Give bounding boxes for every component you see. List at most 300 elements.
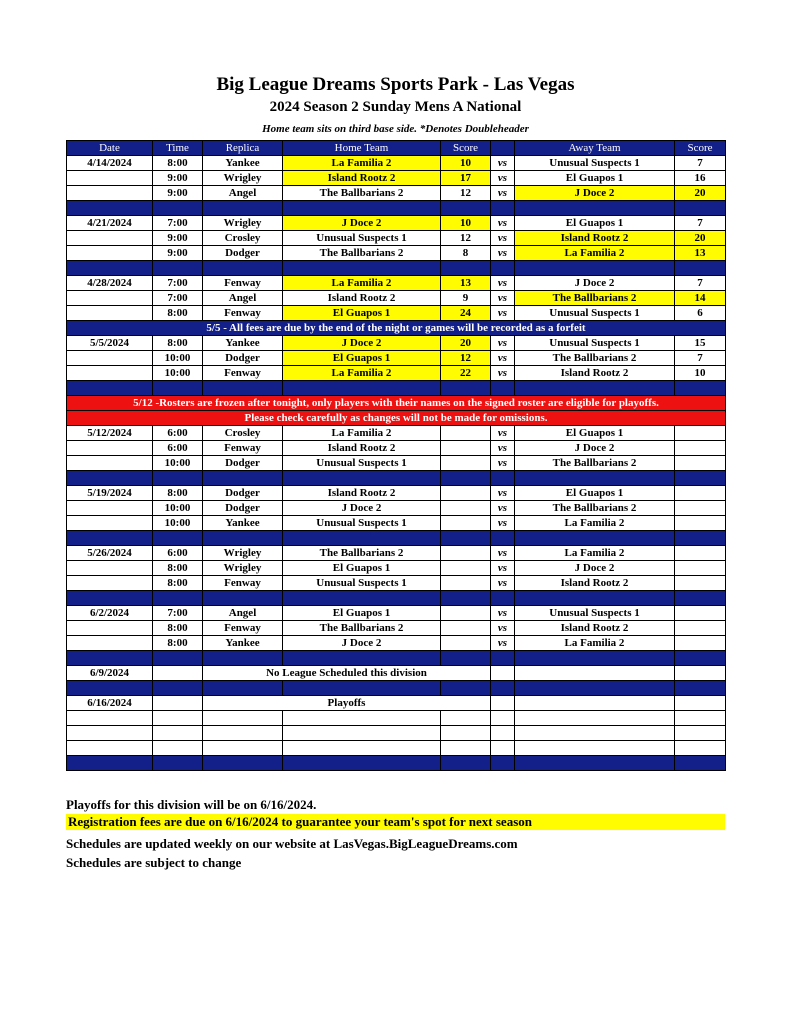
column-header: Time (153, 141, 203, 156)
header-row (67, 141, 726, 156)
separator-cell (203, 756, 283, 771)
column-header: Score (675, 141, 726, 156)
empty-cell (203, 741, 283, 756)
separator-cell (67, 381, 153, 396)
separator-cell (515, 681, 675, 696)
home-team: Unusual Suspects 1 (283, 576, 441, 591)
empty-cell (491, 741, 515, 756)
vs-label: vs (491, 306, 515, 321)
roster-alert: 5/12 -Rosters are frozen after tonight, only players with their names on the signed roster are eligible for playoffs. (67, 396, 726, 411)
roster-alert-row (67, 396, 726, 411)
away-team: Unusual Suspects 1 (515, 606, 675, 621)
home-team: J Doce 2 (283, 501, 441, 516)
game-date (67, 246, 153, 261)
field-replica: Fenway (203, 621, 283, 636)
game-time: 6:00 (153, 426, 203, 441)
table-row (67, 576, 726, 591)
week-separator (67, 531, 726, 546)
game-time: 7:00 (153, 606, 203, 621)
week-separator (67, 471, 726, 486)
separator-cell (153, 471, 203, 486)
away-team: La Familia 2 (515, 546, 675, 561)
table-row (67, 291, 726, 306)
game-date: 5/19/2024 (67, 486, 153, 501)
separator-cell (203, 681, 283, 696)
game-time: 10:00 (153, 501, 203, 516)
field-replica: Yankee (203, 336, 283, 351)
home-score: 24 (441, 306, 491, 321)
home-team: Island Rootz 2 (283, 441, 441, 456)
home-team: Island Rootz 2 (283, 486, 441, 501)
away-team: El Guapos 1 (515, 216, 675, 231)
away-score (675, 606, 726, 621)
week-separator (67, 651, 726, 666)
separator-cell (283, 681, 441, 696)
field-replica: Fenway (203, 366, 283, 381)
separator-cell (675, 201, 726, 216)
table-row (67, 546, 726, 561)
separator-cell (153, 756, 203, 771)
away-team: Unusual Suspects 1 (515, 336, 675, 351)
home-team: The Ballbarians 2 (283, 546, 441, 561)
vs-label: vs (491, 441, 515, 456)
field-replica: Yankee (203, 636, 283, 651)
game-time: 10:00 (153, 351, 203, 366)
away-team: La Familia 2 (515, 636, 675, 651)
away-team: Island Rootz 2 (515, 366, 675, 381)
away-team: Island Rootz 2 (515, 621, 675, 636)
column-header: Away Team (515, 141, 675, 156)
game-date: 5/12/2024 (67, 426, 153, 441)
week-separator (67, 591, 726, 606)
home-score: 8 (441, 246, 491, 261)
away-team: Unusual Suspects 1 (515, 156, 675, 171)
empty-cell (67, 726, 153, 741)
empty-cell (515, 711, 675, 726)
away-score (675, 636, 726, 651)
home-score (441, 426, 491, 441)
empty-cell (441, 726, 491, 741)
separator-cell (441, 531, 491, 546)
home-score (441, 636, 491, 651)
home-score (441, 516, 491, 531)
table-row (67, 156, 726, 171)
table-row (67, 366, 726, 381)
week-separator (67, 201, 726, 216)
empty-cell (283, 711, 441, 726)
separator-cell (441, 381, 491, 396)
empty-cell (67, 711, 153, 726)
game-time: 9:00 (153, 171, 203, 186)
vs-label: vs (491, 516, 515, 531)
game-time: 10:00 (153, 366, 203, 381)
schedule-table (66, 140, 726, 771)
empty-cell (203, 726, 283, 741)
game-date (67, 351, 153, 366)
game-date (67, 636, 153, 651)
column-header: Replica (203, 141, 283, 156)
score-cell (675, 666, 726, 681)
fee-notice: 5/5 - All fees are due by the end of the night or games will be recorded as a forfeit (67, 321, 726, 336)
game-time: 8:00 (153, 561, 203, 576)
game-date: 4/28/2024 (67, 276, 153, 291)
separator-cell (153, 201, 203, 216)
home-team: La Familia 2 (283, 276, 441, 291)
empty-row (67, 726, 726, 741)
schedule-status: Playoffs (203, 696, 491, 711)
column-header: Score (441, 141, 491, 156)
table-row (67, 561, 726, 576)
away-team: The Ballbarians 2 (515, 351, 675, 366)
table-row (67, 231, 726, 246)
separator-cell (675, 261, 726, 276)
separator-cell (283, 381, 441, 396)
away-team: El Guapos 1 (515, 171, 675, 186)
separator-cell (515, 201, 675, 216)
home-team: Unusual Suspects 1 (283, 456, 441, 471)
separator-cell (491, 201, 515, 216)
game-date: 6/2/2024 (67, 606, 153, 621)
vs-cell (491, 666, 515, 681)
separator-cell (441, 591, 491, 606)
empty-cell (153, 711, 203, 726)
field-replica: Crosley (203, 426, 283, 441)
away-team: Island Rootz 2 (515, 576, 675, 591)
game-date (67, 291, 153, 306)
away-score (675, 561, 726, 576)
home-score (441, 441, 491, 456)
separator-cell (153, 261, 203, 276)
vs-label: vs (491, 171, 515, 186)
separator-cell (203, 591, 283, 606)
home-team: The Ballbarians 2 (283, 621, 441, 636)
separator-cell (515, 261, 675, 276)
game-time: 9:00 (153, 231, 203, 246)
game-time: 6:00 (153, 546, 203, 561)
roster-alert-row (67, 411, 726, 426)
separator-cell (283, 471, 441, 486)
away-team: La Familia 2 (515, 246, 675, 261)
table-row (67, 306, 726, 321)
game-time: 10:00 (153, 456, 203, 471)
away-team: The Ballbarians 2 (515, 291, 675, 306)
home-team: J Doce 2 (283, 216, 441, 231)
field-replica: Fenway (203, 576, 283, 591)
table-row (67, 621, 726, 636)
game-date (67, 561, 153, 576)
empty-cell (283, 726, 441, 741)
home-score (441, 501, 491, 516)
week-separator (67, 756, 726, 771)
vs-label: vs (491, 216, 515, 231)
game-time: 8:00 (153, 306, 203, 321)
game-date (67, 366, 153, 381)
week-separator (67, 381, 726, 396)
away-score (675, 486, 726, 501)
field-replica: Dodger (203, 351, 283, 366)
game-date: 5/5/2024 (67, 336, 153, 351)
score-cell (675, 696, 726, 711)
away-cell (515, 666, 675, 681)
away-score: 13 (675, 246, 726, 261)
home-team: La Familia 2 (283, 426, 441, 441)
field-replica: Wrigley (203, 546, 283, 561)
home-score: 22 (441, 366, 491, 381)
home-score: 20 (441, 336, 491, 351)
table-row (67, 336, 726, 351)
empty-cell (675, 741, 726, 756)
empty-cell (675, 726, 726, 741)
table-row (67, 516, 726, 531)
page-title: Big League Dreams Sports Park - Las Vegas (216, 74, 575, 95)
page-subtitle: 2024 Season 2 Sunday Mens A National (269, 99, 522, 115)
away-team: The Ballbarians 2 (515, 501, 675, 516)
separator-cell (203, 261, 283, 276)
table-row (67, 456, 726, 471)
away-score (675, 516, 726, 531)
field-replica: Dodger (203, 456, 283, 471)
table-row (67, 246, 726, 261)
vs-label: vs (491, 276, 515, 291)
separator-cell (283, 261, 441, 276)
away-team: El Guapos 1 (515, 486, 675, 501)
home-team: The Ballbarians 2 (283, 246, 441, 261)
separator-cell (441, 201, 491, 216)
subject-to-change-note: Schedules are subject to change (66, 855, 242, 870)
website-note: Schedules are updated weekly on our website at LasVegas.BigLeagueDreams.com (66, 836, 518, 851)
game-date (67, 516, 153, 531)
separator-cell (441, 471, 491, 486)
away-team: La Familia 2 (515, 516, 675, 531)
vs-label: vs (491, 291, 515, 306)
empty-cell (283, 741, 441, 756)
empty-cell (441, 741, 491, 756)
game-date (67, 171, 153, 186)
schedule-status: No League Scheduled this division (203, 666, 491, 681)
vs-cell (491, 696, 515, 711)
away-team: J Doce 2 (515, 276, 675, 291)
separator-cell (67, 201, 153, 216)
away-score (675, 621, 726, 636)
game-date: 4/21/2024 (67, 216, 153, 231)
home-score: 17 (441, 171, 491, 186)
separator-cell (67, 651, 153, 666)
home-score: 12 (441, 231, 491, 246)
away-score: 7 (675, 216, 726, 231)
game-time: 8:00 (153, 336, 203, 351)
vs-label: vs (491, 636, 515, 651)
away-score: 7 (675, 351, 726, 366)
vs-label: vs (491, 231, 515, 246)
vs-label: vs (491, 156, 515, 171)
game-time: 8:00 (153, 636, 203, 651)
game-date: 4/14/2024 (67, 156, 153, 171)
away-score (675, 426, 726, 441)
away-score (675, 501, 726, 516)
separator-cell (515, 381, 675, 396)
empty-cell (153, 741, 203, 756)
home-team: J Doce 2 (283, 636, 441, 651)
game-time: 7:00 (153, 216, 203, 231)
empty-row (67, 711, 726, 726)
table-row (67, 426, 726, 441)
game-time: 9:00 (153, 186, 203, 201)
away-team: Island Rootz 2 (515, 231, 675, 246)
empty-cell (675, 711, 726, 726)
separator-cell (491, 471, 515, 486)
separator-cell (515, 471, 675, 486)
away-score: 7 (675, 156, 726, 171)
table-row (67, 186, 726, 201)
empty-cell (153, 726, 203, 741)
away-score: 16 (675, 171, 726, 186)
away-team: J Doce 2 (515, 186, 675, 201)
field-replica: Angel (203, 186, 283, 201)
away-score: 10 (675, 366, 726, 381)
game-time: 7:00 (153, 276, 203, 291)
vs-label: vs (491, 336, 515, 351)
table-row (67, 441, 726, 456)
empty-cell (491, 726, 515, 741)
table-row (67, 606, 726, 621)
away-team: J Doce 2 (515, 441, 675, 456)
separator-cell (67, 756, 153, 771)
separator-cell (283, 201, 441, 216)
field-replica: Yankee (203, 156, 283, 171)
game-time: 9:00 (153, 246, 203, 261)
week-separator (67, 261, 726, 276)
table-row (67, 636, 726, 651)
field-replica: Crosley (203, 231, 283, 246)
separator-cell (675, 531, 726, 546)
home-score: 10 (441, 156, 491, 171)
separator-cell (203, 381, 283, 396)
separator-cell (515, 531, 675, 546)
home-team: J Doce 2 (283, 336, 441, 351)
separator-cell (491, 261, 515, 276)
empty-cell (515, 741, 675, 756)
home-score (441, 456, 491, 471)
away-team: Unusual Suspects 1 (515, 306, 675, 321)
empty-cell (203, 711, 283, 726)
away-score: 6 (675, 306, 726, 321)
away-score (675, 441, 726, 456)
separator-cell (67, 591, 153, 606)
vs-label: vs (491, 621, 515, 636)
field-replica: Wrigley (203, 561, 283, 576)
home-team: La Familia 2 (283, 156, 441, 171)
time-cell (153, 696, 203, 711)
vs-label: vs (491, 426, 515, 441)
game-date (67, 501, 153, 516)
separator-cell (153, 681, 203, 696)
separator-cell (153, 651, 203, 666)
game-time: 7:00 (153, 291, 203, 306)
home-team: El Guapos 1 (283, 351, 441, 366)
field-replica: Fenway (203, 441, 283, 456)
field-replica: Fenway (203, 306, 283, 321)
vs-label: vs (491, 456, 515, 471)
separator-cell (491, 651, 515, 666)
away-team: El Guapos 1 (515, 426, 675, 441)
separator-cell (491, 531, 515, 546)
game-date (67, 441, 153, 456)
column-header (491, 141, 515, 156)
vs-label: vs (491, 366, 515, 381)
separator-cell (675, 651, 726, 666)
home-score: 12 (441, 186, 491, 201)
table-row (67, 171, 726, 186)
home-team: La Familia 2 (283, 366, 441, 381)
vs-label: vs (491, 501, 515, 516)
separator-cell (441, 261, 491, 276)
game-date: 6/16/2024 (67, 696, 153, 711)
game-date: 5/26/2024 (67, 546, 153, 561)
away-team: J Doce 2 (515, 561, 675, 576)
away-score: 20 (675, 186, 726, 201)
separator-cell (675, 381, 726, 396)
separator-cell (153, 591, 203, 606)
table-row (67, 276, 726, 291)
home-team: Island Rootz 2 (283, 171, 441, 186)
away-team: The Ballbarians 2 (515, 456, 675, 471)
home-score (441, 561, 491, 576)
separator-cell (491, 381, 515, 396)
away-cell (515, 696, 675, 711)
separator-cell (203, 471, 283, 486)
home-team: Unusual Suspects 1 (283, 231, 441, 246)
game-date: 6/9/2024 (67, 666, 153, 681)
field-replica: Dodger (203, 246, 283, 261)
home-score (441, 546, 491, 561)
table-row (67, 351, 726, 366)
home-score: 9 (441, 291, 491, 306)
separator-cell (675, 681, 726, 696)
game-time: 10:00 (153, 516, 203, 531)
home-team: El Guapos 1 (283, 306, 441, 321)
vs-label: vs (491, 351, 515, 366)
away-score: 14 (675, 291, 726, 306)
separator-cell (153, 531, 203, 546)
separator-cell (675, 591, 726, 606)
home-team: El Guapos 1 (283, 561, 441, 576)
away-score: 20 (675, 231, 726, 246)
table-row (67, 486, 726, 501)
field-replica: Dodger (203, 486, 283, 501)
vs-label: vs (491, 246, 515, 261)
vs-label: vs (491, 606, 515, 621)
separator-cell (441, 756, 491, 771)
home-score (441, 606, 491, 621)
roster-alert: Please check carefully as changes will not be made for omissions. (67, 411, 726, 426)
away-score (675, 546, 726, 561)
table-row (67, 666, 726, 681)
separator-cell (203, 201, 283, 216)
fee-notice-row (67, 321, 726, 336)
game-time: 8:00 (153, 156, 203, 171)
home-score (441, 486, 491, 501)
separator-cell (283, 756, 441, 771)
separator-cell (203, 531, 283, 546)
separator-cell (675, 756, 726, 771)
field-replica: Dodger (203, 501, 283, 516)
separator-cell (515, 651, 675, 666)
separator-cell (491, 681, 515, 696)
empty-cell (441, 711, 491, 726)
separator-cell (283, 651, 441, 666)
separator-cell (67, 261, 153, 276)
field-replica: Yankee (203, 516, 283, 531)
